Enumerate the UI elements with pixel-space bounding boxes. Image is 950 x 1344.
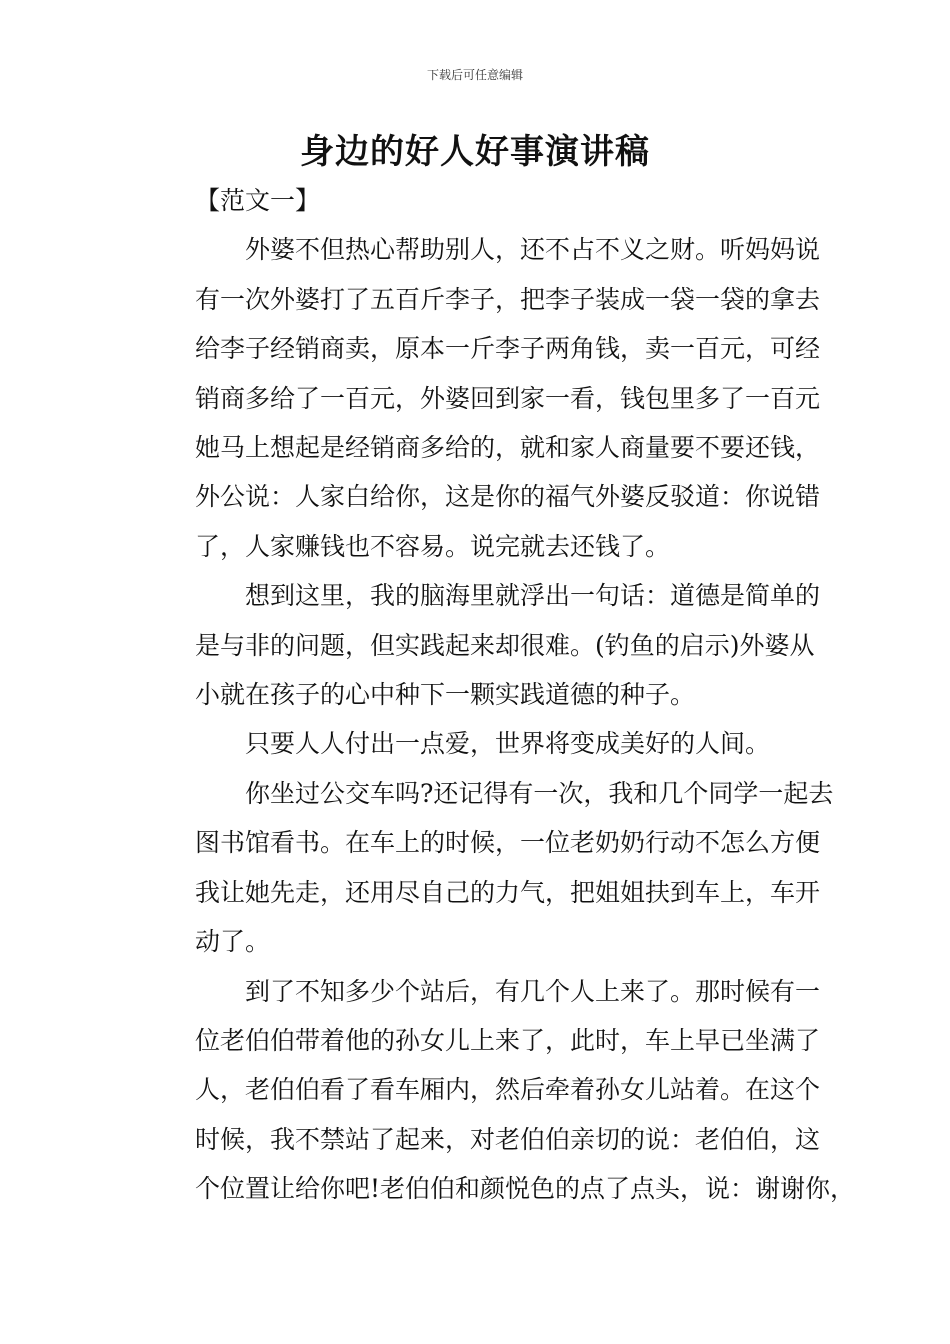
text-line: 位老伯伯带着他的孙女儿上来了，此时，车上早已坐满了: [195, 1025, 821, 1055]
text-line: 销商多给了一百元，外婆回到家一看，钱包里多了一百元: [195, 383, 821, 413]
document-title: 身边的好人好事演讲稿: [300, 132, 650, 172]
paragraph-1: [145, 225, 823, 571]
text-line: 想到这里，我的脑海里就浮出一句话：道德是简单的: [245, 581, 821, 611]
text-line: 个位置让给你吧!老伯伯和颜悦色的点了点头，说：谢谢你，: [195, 1174, 856, 1204]
text-line: 外婆不但热心帮助别人，还不占不义之财。听妈妈说: [245, 235, 821, 265]
text-line: 到了不知多少个站后，有几个人上来了。那时候有一: [245, 976, 821, 1006]
text-line: 有一次外婆打了五百斤李子，把李子装成一袋一袋的拿去: [195, 284, 821, 314]
text-line: 图书馆看书。在车上的时候，一位老奶奶行动不怎么方便: [195, 828, 821, 858]
text-line: 我让她先走，还用尽自己的力气，把姐姐扶到车上，车开: [195, 877, 821, 907]
section-label: 【范文一】: [195, 186, 321, 215]
text-line: 她马上想起是经销商多给的，就和家人商量要不要还钱，: [195, 433, 821, 463]
paragraph-4: [145, 769, 834, 967]
text-line: 动了。: [195, 927, 271, 957]
paragraph-2: [145, 571, 823, 719]
paragraph-3: [145, 719, 823, 768]
text-line: 是与非的问题，但实践起来却很难。(钓鱼的启示)外婆从: [195, 630, 815, 660]
text-line: 外公说：人家白给你，这是你的福气外婆反驳道：你说错: [195, 482, 821, 512]
paragraph-5: [145, 967, 856, 1214]
document-body: [145, 176, 856, 1214]
text-line: 了，人家赚钱也不容易。说完就去还钱了。: [195, 531, 671, 561]
text-line: 时候，我不禁站了起来，对老伯伯亲切的说：老伯伯，这: [195, 1124, 821, 1154]
text-line: 你坐过公交车吗?还记得有一次，我和几个同学一起去: [245, 778, 834, 808]
text-line: 只要人人付出一点爱，世界将变成美好的人间。: [245, 729, 771, 759]
text-line: 小就在孩子的心中种下一颗实践道德的种子。: [195, 680, 696, 710]
text-line: 人，老伯伯看了看车厢内，然后牵着孙女儿站着。在这个: [195, 1075, 821, 1105]
text-line: 给李子经销商卖，原本一斤李子两角钱，卖一百元，可经: [195, 334, 821, 364]
header-note: 下载后可任意编辑: [426, 68, 523, 82]
